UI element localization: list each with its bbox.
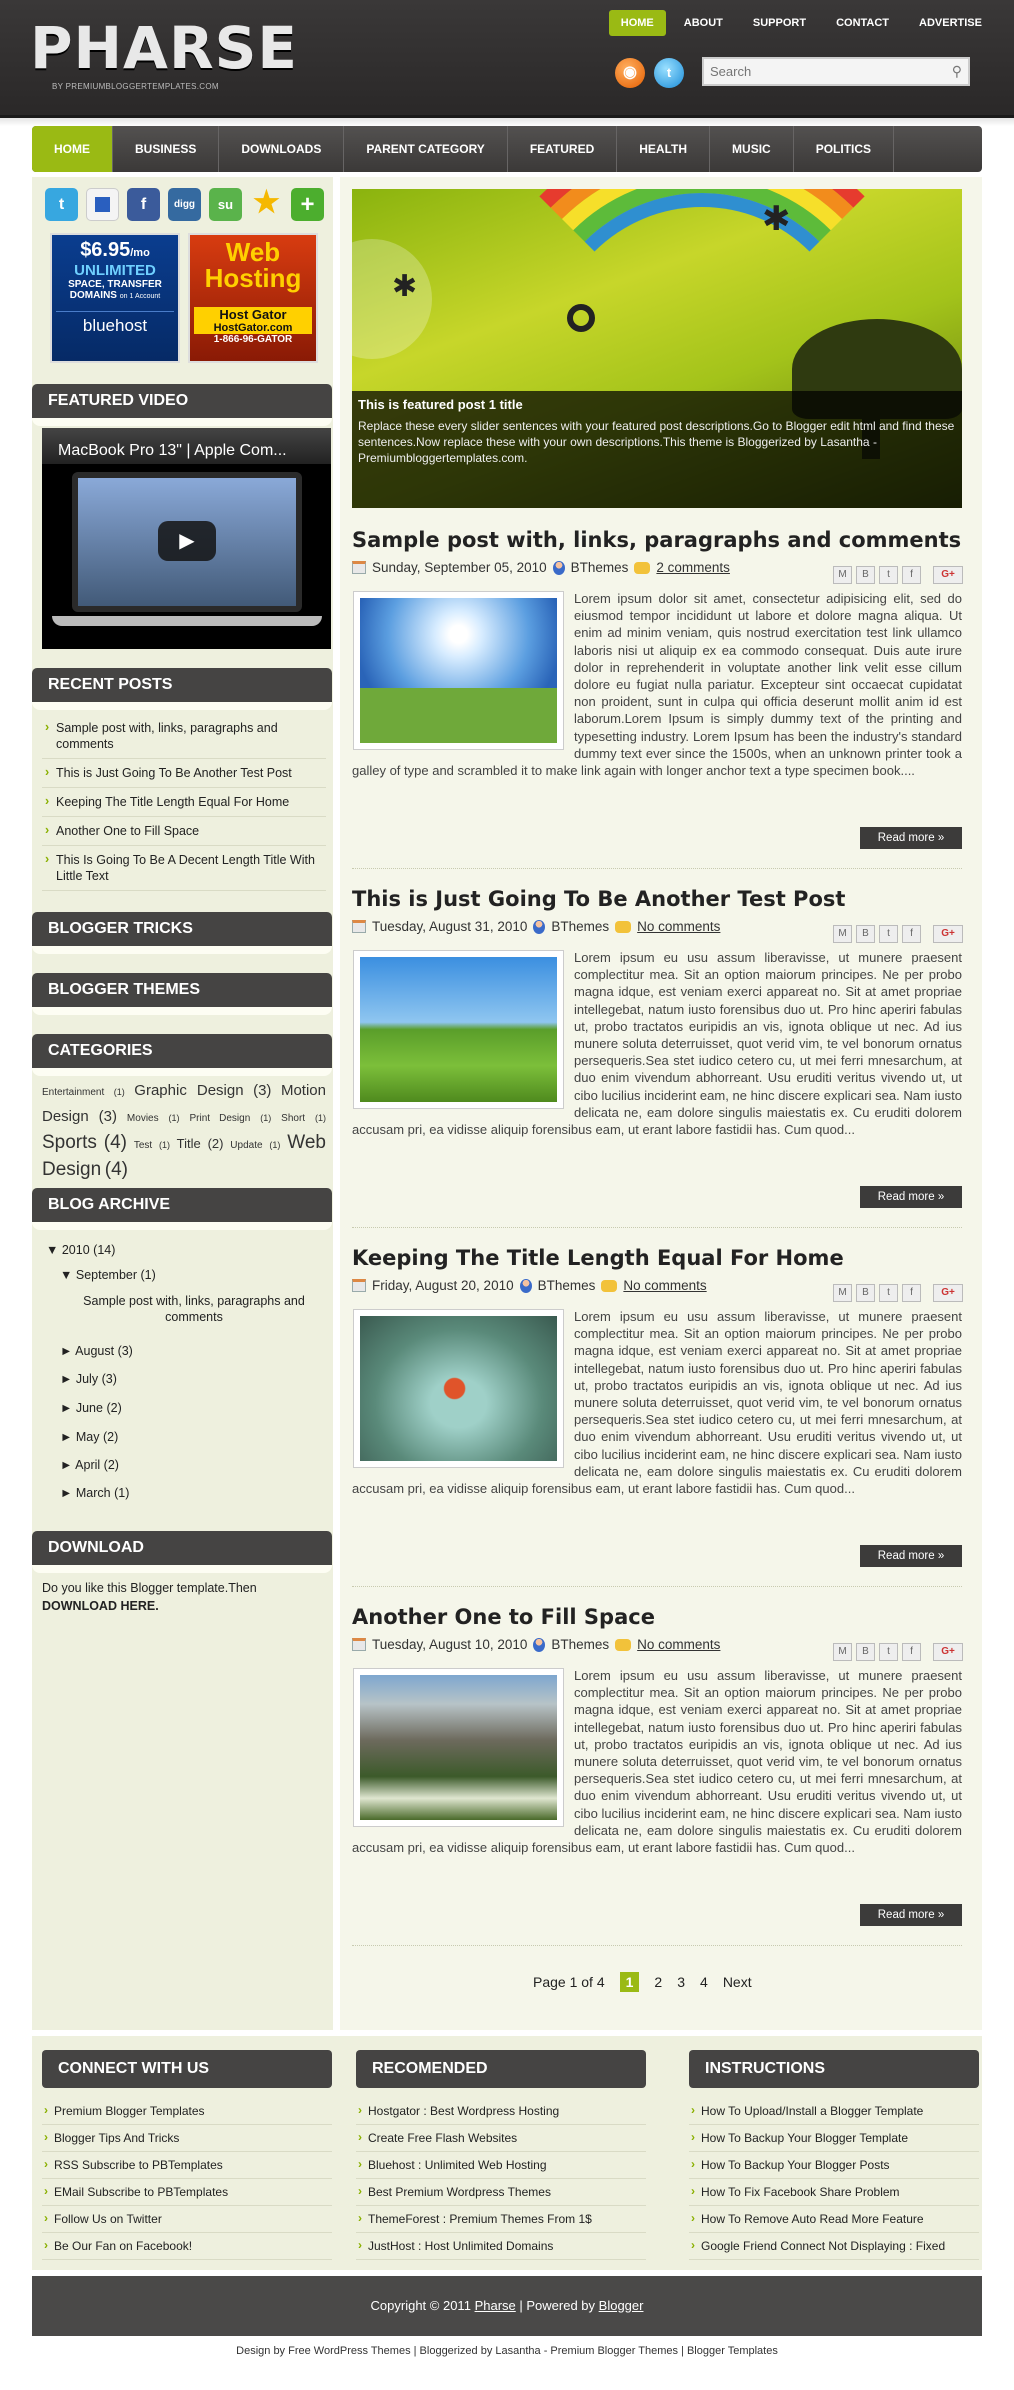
- share-buttons: [833, 566, 963, 584]
- archive-month-march[interactable]: ► March (1): [60, 1486, 130, 1500]
- blog-share-icon[interactable]: B: [856, 925, 875, 943]
- download-text: Do you like this Blogger template.Then DOWNLOAD HERE.: [42, 1581, 257, 1613]
- post-meta: Tuesday, August 10, 2010 BThemes No comments: [352, 1637, 720, 1652]
- blog-archive-title: BLOG ARCHIVE: [32, 1188, 332, 1222]
- post-excerpt: Lorem ipsum dolor sit amet, consectetur adipisicing elit, sed do eiusmod tempor incididunt ut labore et dolore magna aliqua. Ut enim ad minim veniam, quis nostrud exercitation test link ullamco laboris nisi ut aliquip ex ea commodo consequat. Duis aute irure dolor in reprehenderit in voluptate another link velit esse cillum dolore eu fugiat nulla pariatur. Excepteur sint occaecat cupidatat non proident, sunt in culpa qui officia deserunt mollit anim id est laborum.Lorem Ipsum is simply dummy text of the printing and typesetting industry. Lorem Ipsum has been the industry's standard dummy text ever since the 1500s, when an unknown printer took a galley of type and scrambled it to make link again with longer anchor text a type specimen book....: [352, 591, 962, 779]
- instructions-list: [689, 2098, 979, 2260]
- footer-link[interactable]: › Blogger Tips And Tricks: [42, 2125, 332, 2152]
- top-nav-home[interactable]: HOME: [609, 10, 666, 36]
- top-nav: [609, 10, 994, 36]
- favorite-star-icon[interactable]: ★: [253, 186, 280, 219]
- search-icon[interactable]: ⚲: [951, 63, 962, 79]
- google-plus-icon[interactable]: G+: [933, 566, 963, 584]
- twitter-icon[interactable]: t: [45, 188, 78, 221]
- page-3-link[interactable]: 3: [677, 1974, 686, 1990]
- blogger-themes-title[interactable]: BLOGGER THEMES: [32, 973, 332, 1007]
- post-title[interactable]: This is Just Going To Be Another Test Post: [352, 887, 846, 911]
- digg-icon[interactable]: digg: [168, 188, 201, 221]
- featured-post-text: Replace these every slider sentences with your featured post descriptions.Go to Blogger edit html and find these sentences.Now replace these with your own descriptions.This theme is Bloggerized by Lasantha - Premiumbloggertemplates.com.: [358, 419, 955, 465]
- author-icon: [533, 1638, 545, 1652]
- category-sports[interactable]: Sports: [42, 1132, 97, 1153]
- footer-link[interactable]: › ThemeForest : Premium Themes From 1$: [356, 2206, 646, 2233]
- post-excerpt: Lorem ipsum eu usu assum liberavisse, ut munere praesent complectitur mea. Sit an option maiorum principes. Ne per probo magna idque, est veniam exerci appareat no. Sit at amet propriae intellegebat, natum iusto forensibus duo ut. Pro hinc aperiri fabulas ut, probo tractatos euripidis an vis, ignota oblique ut nec. Ad ius munere soluta deterruisset, quot verid vim, te vel bonorum ornatus persequeris.Sea stet iudico cetero cu, ut mei ferri mnesarchum, at duo enim vivendum abhorreant. Usu eruditi veritus vivendo ut, ut cibo lucilius inciderint eam, ne hinc discere explicari sea. Nam iusto delicata ne, eam dolore singulis maiestatis ex. Cu eruditi dolorem accusam pri, ea vidisse aliquip forensibus eam, ut erant labore fastidii has. Cum quod...: [352, 1668, 962, 1856]
- post-title[interactable]: Sample post with, links, paragraphs and comments: [352, 528, 962, 552]
- read-more-button[interactable]: Read more »: [860, 1904, 962, 1926]
- nav-health[interactable]: HEALTH: [617, 126, 710, 172]
- facebook-share-icon[interactable]: f: [902, 1643, 921, 1661]
- logo-tagline: BY PREMIUMBLOGGERTEMPLATES.COM: [52, 82, 219, 91]
- recent-post-item[interactable]: › Another One to Fill Space: [42, 817, 326, 846]
- nav-home[interactable]: HOME: [32, 126, 113, 172]
- facebook-share-icon[interactable]: f: [902, 566, 921, 584]
- footer-link[interactable]: › Follow Us on Twitter: [42, 2206, 332, 2233]
- top-nav-support[interactable]: SUPPORT: [752, 17, 807, 29]
- facebook-share-icon[interactable]: f: [902, 1284, 921, 1302]
- nav-parent-category[interactable]: PARENT CATEGORY: [344, 126, 507, 172]
- author-icon: [553, 561, 565, 575]
- recent-post-item[interactable]: › This Is Going To Be A Decent Length Title With Little Text: [42, 846, 326, 891]
- calendar-icon: [352, 561, 366, 574]
- site-link[interactable]: Pharse: [474, 2298, 516, 2313]
- post-excerpt: Lorem ipsum eu usu assum liberavisse, ut munere praesent complectitur mea. Sit an option maiorum principes. Ne per probo magna idque, est veniam exerci appareat no. Sit at amet propriae intellegebat, natum iusto forensibus duo ut. Pro hinc aperiri fabulas ut, probo tractatos euripidis an vis, ignota oblique ut nec. Ad ius munere soluta deterruisset, quot verid vim, te vel bonorum ornatus persequeris.Sea stet iudico cetero cu, ut mei ferri mnesarchum, at duo enim vivendum abhorreant. Usu eruditi veritus vivendo ut, ut cibo lucilius inciderint eam, ne hinc discere explicari sea. Nam iusto delicata ne, eam dolore singulis maiestatis ex. Cu eruditi dolorem accusam pri, ea vidisse aliquip forensibus eam, ut erant labore fastidii has. Cum quod...: [352, 1309, 962, 1497]
- archive-post-link[interactable]: Sample post with, links, paragraphs and comments: [83, 1294, 305, 1324]
- twitter-share-icon[interactable]: t: [879, 1643, 898, 1661]
- category-motion-design[interactable]: Motion Design: [42, 1082, 326, 1125]
- recommended-list: [356, 2098, 646, 2260]
- twitter-share-icon[interactable]: t: [879, 1284, 898, 1302]
- delicious-icon[interactable]: [86, 188, 119, 221]
- category-update[interactable]: Update: [230, 1140, 263, 1151]
- post-excerpt: Lorem ipsum eu usu assum liberavisse, ut munere praesent complectitur mea. Sit an option maiorum principes. Ne per probo magna idque, est veniam exerci appareat no. Sit at amet propriae intellegebat, natum iusto forensibus duo ut. Pro hinc aperiri fabulas ut, probo tractatos euripidis an vis, ignota oblique ut nec. Ad ius munere soluta deterruisset, quot verid vim, te vel bonorum ornatus persequeris.Sea stet iudico cetero cu, ut mei ferri mnesarchum, at duo enim vivendum abhorreant. Usu eruditi veritus vivendo ut, ut cibo lucilius inciderint eam, ne hinc discere explicari sea. Nam iusto delicata ne, eam dolore singulis maiestatis ex. Cu eruditi dolorem accusam pri, ea vidisse aliquip forensibus eam, ut erant labore fastidii has. Cum quod...: [352, 950, 962, 1138]
- recent-post-item[interactable]: › Keeping The Title Length Equal For Home: [42, 788, 326, 817]
- slider-caption: [352, 391, 962, 508]
- nav-music[interactable]: MUSIC: [710, 126, 794, 172]
- bluehost-ad[interactable]: $6.95/mo UNLIMITED SPACE, TRANSFER DOMAINS on 1 Account bluehost: [50, 233, 180, 363]
- archive-month-june[interactable]: ► June (2): [60, 1401, 122, 1415]
- share-buttons: [833, 1284, 963, 1302]
- page-1-current[interactable]: 1: [620, 1972, 640, 1992]
- post-title[interactable]: Keeping The Title Length Equal For Home: [352, 1246, 844, 1270]
- hostgator-ad[interactable]: Web Hosting Host Gator HostGator.com 1-866-96-GATOR: [188, 233, 318, 363]
- next-page-link[interactable]: Next: [722, 1974, 752, 1990]
- video-player[interactable]: [42, 428, 331, 649]
- email-share-icon[interactable]: M: [833, 566, 852, 584]
- footer-link[interactable]: › Google Friend Connect Not Displaying : Fixed: [689, 2233, 979, 2260]
- read-more-button[interactable]: Read more »: [860, 827, 962, 849]
- category-cloud: Entertainment (1) Graphic Design (3) Motion Design (3) Movies (1) Print Design (1) Short (1) Sports (4) Test (1) Title (2) Update (1) Web Design (4): [42, 1082, 326, 1180]
- rss-icon[interactable]: ◉: [615, 58, 645, 88]
- category-short[interactable]: Short: [281, 1113, 306, 1124]
- category-title[interactable]: Title: [176, 1136, 201, 1151]
- featured-video-title: FEATURED VIDEO: [32, 384, 332, 418]
- recent-posts-list: [42, 714, 326, 891]
- category-print-design[interactable]: Print Design: [189, 1113, 251, 1124]
- comments-link[interactable]: No comments: [637, 1637, 721, 1652]
- nav-business[interactable]: BUSINESS: [113, 126, 219, 172]
- google-plus-icon[interactable]: G+: [933, 1284, 963, 1302]
- category-graphic-design[interactable]: Graphic Design: [134, 1082, 244, 1099]
- page-count-label: Page 1 of 4: [533, 1974, 605, 1990]
- footer-link[interactable]: › Best Premium Wordpress Themes: [356, 2179, 646, 2206]
- page-4-link[interactable]: 4: [700, 1974, 708, 1990]
- facebook-share-icon[interactable]: f: [902, 925, 921, 943]
- connect-title: CONNECT WITH US: [42, 2050, 332, 2088]
- comments-icon: [615, 921, 631, 933]
- main-nav: [32, 126, 982, 172]
- page-2-link[interactable]: 2: [654, 1974, 663, 1990]
- ring-ornament-icon: [567, 304, 595, 332]
- star-ornament-icon: ✱: [762, 200, 791, 238]
- twitter-share-icon[interactable]: t: [879, 925, 898, 943]
- google-plus-icon[interactable]: G+: [933, 925, 963, 943]
- comments-link[interactable]: 2 comments: [656, 560, 730, 575]
- twitter-share-icon[interactable]: t: [879, 566, 898, 584]
- recommended-title: RECOMENDED: [356, 2050, 646, 2088]
- add-plus-icon[interactable]: +: [291, 188, 324, 221]
- footer-link[interactable]: › Premium Blogger Templates: [42, 2098, 332, 2125]
- download-link[interactable]: DOWNLOAD HERE.: [42, 1599, 159, 1613]
- email-share-icon[interactable]: M: [833, 925, 852, 943]
- blog-share-icon[interactable]: B: [856, 1284, 875, 1302]
- top-nav-advertise[interactable]: ADVERTISE: [919, 17, 982, 29]
- footer-link[interactable]: › How To Remove Auto Read More Feature: [689, 2206, 979, 2233]
- comments-icon: [615, 1639, 631, 1651]
- comments-link[interactable]: No comments: [623, 1278, 707, 1293]
- categories-title: CATEGORIES: [32, 1034, 332, 1068]
- archive-month-july[interactable]: ► July (3): [60, 1372, 117, 1386]
- post-meta: Friday, August 20, 2010 BThemes No comments: [352, 1278, 707, 1293]
- top-nav-contact[interactable]: CONTACT: [836, 17, 890, 29]
- category-movies[interactable]: Movies: [126, 1113, 159, 1124]
- connect-list: [42, 2098, 332, 2260]
- footer-link[interactable]: › How To Fix Facebook Share Problem: [689, 2179, 979, 2206]
- comments-icon: [634, 562, 650, 574]
- footer-link[interactable]: › How To Backup Your Blogger Template: [689, 2125, 979, 2152]
- blog-share-icon[interactable]: B: [856, 566, 875, 584]
- nav-politics[interactable]: POLITICS: [794, 126, 894, 172]
- share-buttons: [833, 925, 963, 943]
- recent-post-item[interactable]: › This is Just Going To Be Another Test Post: [42, 759, 326, 788]
- google-plus-icon[interactable]: G+: [933, 1643, 963, 1661]
- comments-link[interactable]: No comments: [637, 919, 721, 934]
- featured-slider[interactable]: [352, 189, 962, 508]
- blog-share-icon[interactable]: B: [856, 1643, 875, 1661]
- calendar-icon: [352, 1279, 366, 1292]
- featured-post-title[interactable]: This is featured post 1 title: [358, 397, 523, 412]
- post-title[interactable]: Another One to Fill Space: [352, 1605, 655, 1629]
- footer-link[interactable]: › Bluehost : Unlimited Web Hosting: [356, 2152, 646, 2179]
- copyright-bar: Copyright © 2011 Pharse | Powered by Blogger: [32, 2276, 982, 2336]
- share-buttons: [833, 1643, 963, 1661]
- comments-icon: [601, 1280, 617, 1292]
- footer-link[interactable]: › RSS Subscribe to PBTemplates: [42, 2152, 332, 2179]
- footer-link[interactable]: › EMail Subscribe to PBTemplates: [42, 2179, 332, 2206]
- footer-link[interactable]: › Create Free Flash Websites: [356, 2125, 646, 2152]
- video-caption: MacBook Pro 13" | Apple Com...: [58, 442, 287, 459]
- category-entertainment[interactable]: Entertainment: [42, 1087, 105, 1098]
- calendar-icon: [352, 1638, 366, 1651]
- post-meta: Sunday, September 05, 2010 BThemes 2 comments: [352, 560, 730, 575]
- archive-month-september[interactable]: ▼ September (1): [60, 1268, 156, 1282]
- calendar-icon: [352, 920, 366, 933]
- facebook-icon[interactable]: f: [127, 188, 160, 221]
- search-box: [702, 57, 970, 86]
- twitter-bird-icon[interactable]: t: [654, 58, 684, 88]
- download-title: DOWNLOAD: [32, 1531, 332, 1565]
- author-icon: [533, 920, 545, 934]
- author-icon: [520, 1279, 532, 1293]
- email-share-icon[interactable]: M: [833, 1284, 852, 1302]
- blogger-tricks-title[interactable]: BLOGGER TRICKS: [32, 912, 332, 946]
- collapse-arrow-icon[interactable]: ▼: [60, 1268, 73, 1282]
- recent-post-item[interactable]: › Sample post with, links, paragraphs and comments: [42, 714, 326, 759]
- footer-link[interactable]: › JustHost : Host Unlimited Domains: [356, 2233, 646, 2260]
- site-logo[interactable]: PHARSE: [30, 14, 298, 82]
- instructions-title: INSTRUCTIONS: [689, 2050, 979, 2088]
- stumbleupon-icon[interactable]: su: [209, 188, 242, 221]
- archive-year-2010[interactable]: ▼ 2010 (14): [46, 1243, 116, 1257]
- collapse-arrow-icon[interactable]: ▼: [46, 1243, 59, 1257]
- category-web-design[interactable]: Web Design: [42, 1132, 326, 1180]
- blogger-link[interactable]: Blogger: [598, 2298, 644, 2313]
- design-credit: Design by Free WordPress Themes | Bloggerized by Lasantha - Premium Blogger Themes | Blogger Templates: [236, 2345, 778, 2357]
- email-share-icon[interactable]: M: [833, 1643, 852, 1661]
- nav-featured[interactable]: FEATURED: [508, 126, 617, 172]
- archive-month-april[interactable]: ► April (2): [60, 1458, 119, 1472]
- site-header: [0, 0, 1014, 118]
- recent-posts-title: RECENT POSTS: [32, 668, 332, 702]
- category-test[interactable]: Test: [133, 1140, 153, 1151]
- read-more-button[interactable]: Read more »: [860, 1545, 962, 1567]
- archive-month-august[interactable]: ► August (3): [60, 1344, 133, 1358]
- nav-downloads[interactable]: DOWNLOADS: [219, 126, 344, 172]
- search-input[interactable]: [704, 59, 924, 84]
- play-button-icon[interactable]: ▶: [158, 521, 216, 561]
- read-more-button[interactable]: Read more »: [860, 1186, 962, 1208]
- footer-link[interactable]: › How To Backup Your Blogger Posts: [689, 2152, 979, 2179]
- pagination: [533, 1972, 752, 1992]
- footer-link[interactable]: › Hostgator : Best Wordpress Hosting: [356, 2098, 646, 2125]
- top-nav-about[interactable]: ABOUT: [683, 17, 723, 29]
- star-ornament-icon: ✱: [392, 270, 418, 303]
- post-meta: Tuesday, August 31, 2010 BThemes No comments: [352, 919, 720, 934]
- footer-link[interactable]: › How To Upload/Install a Blogger Template: [689, 2098, 979, 2125]
- archive-month-may[interactable]: ► May (2): [60, 1430, 119, 1444]
- footer-link[interactable]: › Be Our Fan on Facebook!: [42, 2233, 332, 2260]
